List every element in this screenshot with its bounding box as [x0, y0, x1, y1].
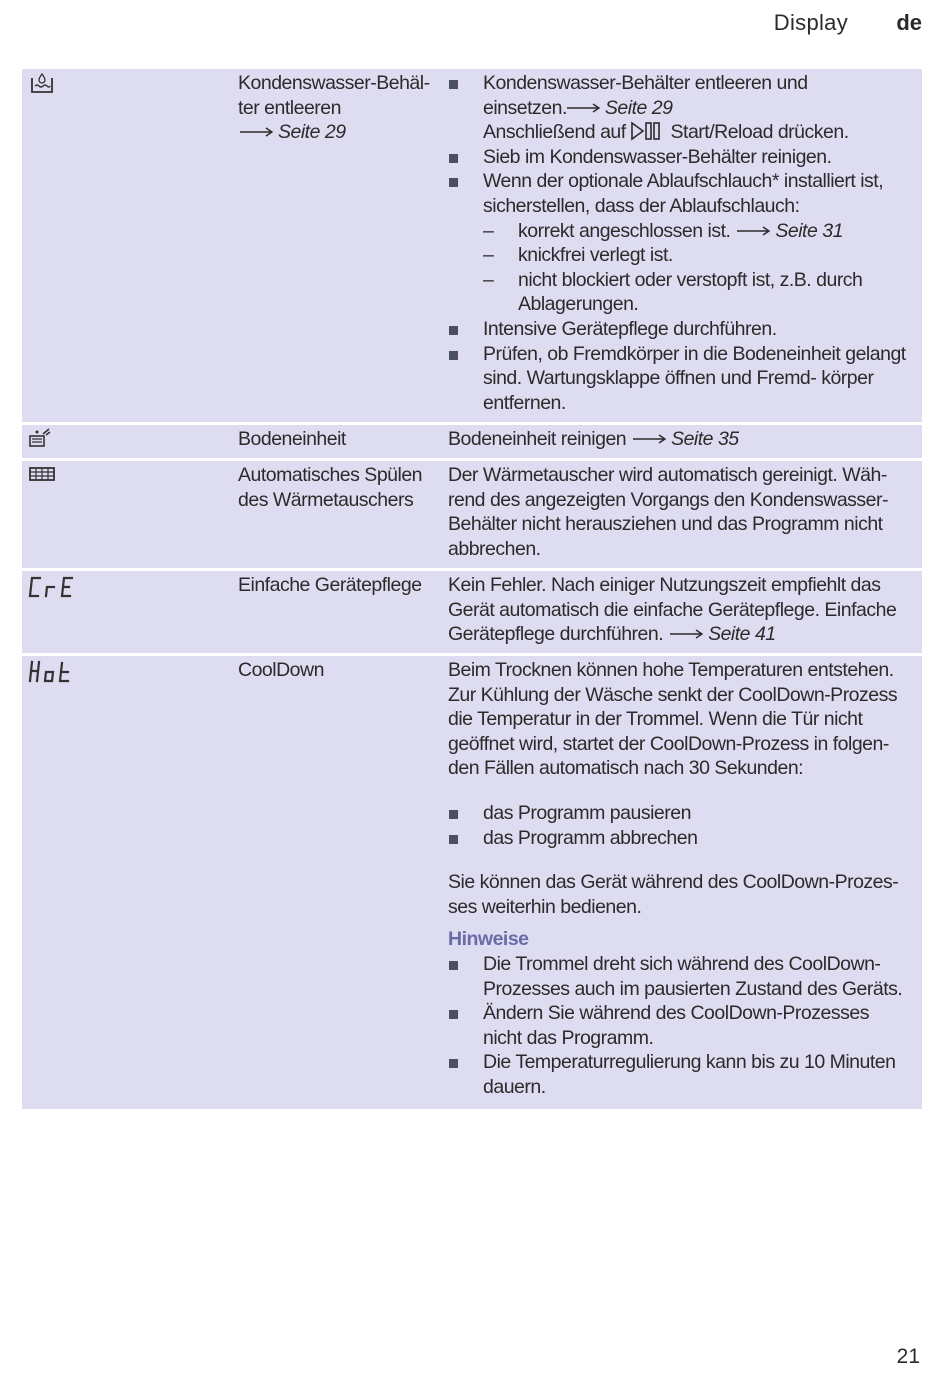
display-code-CrE — [22, 571, 238, 653]
page-number: 21 — [896, 1345, 920, 1368]
symbol-name: Einfache Gerätepflege — [238, 574, 422, 596]
start-reload-icon — [631, 121, 663, 141]
table-row-base-unit — [22, 425, 922, 461]
list-item: Intensive Gerätepflege durchführen. — [448, 317, 912, 342]
symbol-description — [448, 69, 922, 422]
paragraph: Sie können das Gerät während des CoolDown-Prozes- ses weiterhin bedienen. — [448, 871, 899, 918]
arrow-right-icon — [240, 127, 274, 137]
arrow-right-icon — [633, 434, 667, 444]
list-item: Sieb im Kondenswasser-Behälter reinigen. — [448, 145, 912, 170]
symbol-description: Bodeneinheit reinigen Seite 35 — [448, 428, 739, 450]
name-line: ter entleeren — [238, 96, 341, 119]
arrow-right-icon — [737, 226, 771, 236]
list-item: Die Temperaturregulierung kann bis zu 10 Minuten dauern. — [448, 1050, 912, 1099]
list-item: Ändern Sie während des CoolDown-Prozesses nicht das Programm. — [448, 1001, 912, 1050]
notes-heading: Hinweise — [448, 928, 529, 951]
list-item: Prüfen, ob Fremdkörper in die Bodeneinheit gelangt sind. Wartungsklappe öffnen und Fremd- körper entfernen. — [448, 342, 912, 416]
display-code-Hot — [22, 656, 238, 1109]
arrow-right-icon — [567, 103, 601, 113]
page-reference[interactable]: Seite 35 — [631, 428, 739, 450]
list-item: Die Trommel dreht sich während des CoolDown- Prozesses auch im pausierten Zustand des Geräts. — [448, 952, 912, 1001]
section-title: Display — [773, 10, 848, 35]
list-item: das Programm pausieren — [448, 801, 912, 826]
paragraph: Beim Trocknen können hohe Temperaturen entstehen. Zur Kühlung der Wäsche senkt der CoolDown-Prozess die Temperatur in der Trommel. Wenn die Tür nicht geöffnet wird, startet der CoolDown-Prozess in folgen- den Fällen automatisch nach 30 Sekunden: — [448, 659, 898, 780]
base-unit-cleaning-icon — [22, 425, 238, 458]
list-item: Kondenswasser-Behälter entleeren und einsetzen. Seite 29 Anschließend auf Start/Reload drücken. — [448, 71, 912, 145]
symbol-name — [238, 69, 448, 422]
display-symbols-table — [22, 69, 922, 1109]
page-reference[interactable]: Seite 41 — [668, 623, 776, 645]
table-row-CrE — [22, 571, 922, 656]
page-reference[interactable]: Seite 31 — [735, 220, 843, 242]
table-row-heat-exchanger — [22, 461, 922, 571]
symbol-name: CoolDown — [238, 659, 324, 681]
symbol-description: Kein Fehler. Nach einiger Nutzungszeit empfiehlt das Gerät automatisch die einfache Gerätepflege. Einfache Gerätepflege durchführen. Seite 41 — [448, 574, 897, 646]
symbol-description: Der Wärmetauscher wird automatisch gereinigt. Wäh- rend des angezeigten Vorgangs den Kondenswasser- Behälter nicht herausziehen und das Programm nicht abbrechen. — [448, 464, 888, 560]
page-header — [0, 6, 950, 40]
page-reference[interactable]: Seite 29 — [238, 120, 440, 145]
heat-exchanger-rinse-icon — [22, 461, 238, 568]
list-item: Wenn der optionale Ablaufschlauch* installiert ist, sicherstellen, dass der Ablaufschlauch: – korrekt angeschlossen ist. Seite 31 – knickfrei verlegt ist. – nicht blockiert oder verstopft ist, z.B. durch Ablagerungen. — [448, 169, 912, 317]
sub-list-item: – korrekt angeschlossen ist. Seite 31 — [483, 219, 912, 244]
symbol-description — [448, 656, 922, 1109]
condenser-container-icon — [22, 69, 238, 422]
page-reference[interactable]: Seite 29 — [567, 97, 673, 119]
table-row-condenser — [22, 69, 922, 425]
symbol-name: Automatisches Spülen des Wärmetauschers — [238, 464, 423, 511]
language-code: de — [896, 10, 922, 35]
table-row-CoolDown — [22, 656, 922, 1109]
name-line: Kondenswasser-Behäl- — [238, 72, 430, 94]
list-item: das Programm abbrechen — [448, 826, 912, 851]
symbol-name: Bodeneinheit — [238, 428, 346, 450]
sub-list-item: – nicht blockiert oder verstopft ist, z.B. durch Ablagerungen. — [483, 268, 912, 317]
arrow-right-icon — [670, 629, 704, 639]
sub-list-item: – knickfrei verlegt ist. — [483, 243, 912, 268]
